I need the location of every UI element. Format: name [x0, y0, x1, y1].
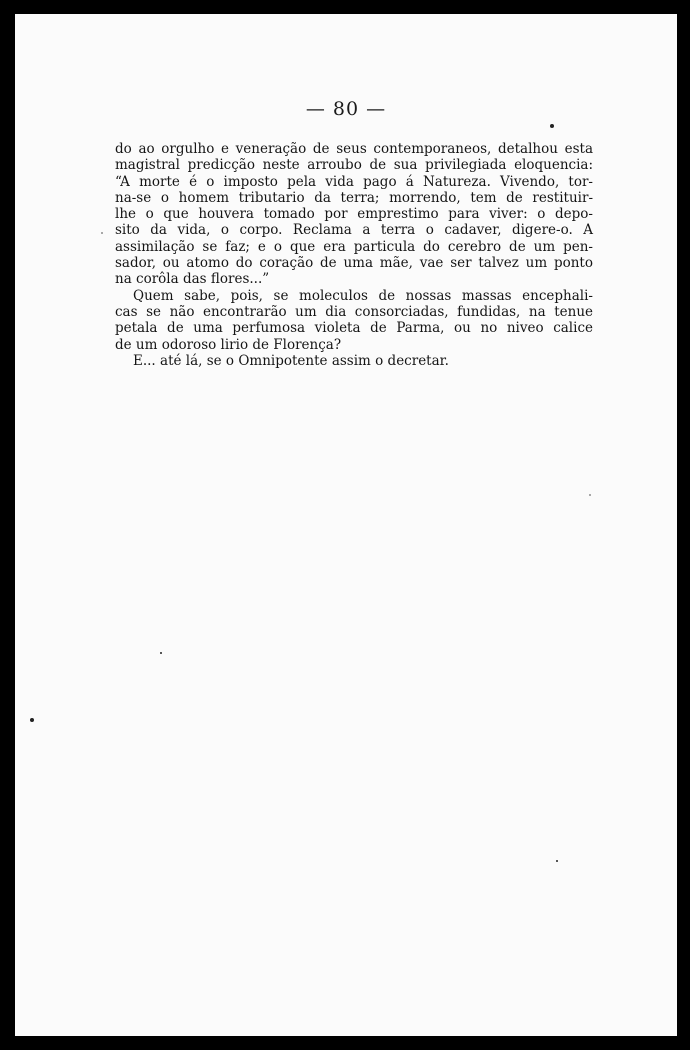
text-line: assimilação se faz; e o que era particula do cerebro de um pen- [115, 238, 593, 255]
scan-speck [550, 124, 554, 128]
text-line: na corôla das flores...” [115, 271, 270, 288]
text-line: petala de uma perfumosa violeta de Parma, ou no niveo calice [115, 320, 593, 337]
page-number: — 80 — [305, 98, 387, 120]
text-line: “A morte é o imposto pela vida pago á Natureza. Vivendo, tor- [115, 173, 593, 190]
text-line: E... até lá, se o Omnipotente assim o decretar. [133, 352, 449, 369]
scan-speck [589, 494, 591, 496]
text-line: do ao orgulho e veneração de seus contemporaneos, detalhou esta [115, 141, 593, 157]
text-line: Quem sabe, pois, se moleculos de nossas massas encephali- [133, 287, 593, 304]
scan-speck [101, 232, 103, 234]
body-text [115, 141, 593, 369]
text-line: magistral predicção neste arroubo de sua privilegiada eloquencia: [115, 157, 593, 174]
scan-speck [556, 860, 558, 862]
book-page [15, 14, 677, 1036]
text-line: na-se o homem tributario da terra; morrendo, tem de restituir- [115, 189, 593, 206]
text-line: de um odoroso lirio de Florença? [115, 336, 342, 353]
text-line: lhe o que houvera tomado por emprestimo para viver: o depo- [115, 206, 593, 223]
text-line: sador, ou atomo do coração de uma mãe, vae ser talvez um ponto [115, 255, 593, 272]
scan-speck [160, 652, 162, 654]
text-line: cas se não encontrarão um dia consorciadas, fundidas, na tenue [115, 303, 593, 320]
scan-speck [30, 718, 34, 722]
text-line: sito da vida, o corpo. Reclama a terra o cadaver, digere-o. A [115, 222, 593, 239]
